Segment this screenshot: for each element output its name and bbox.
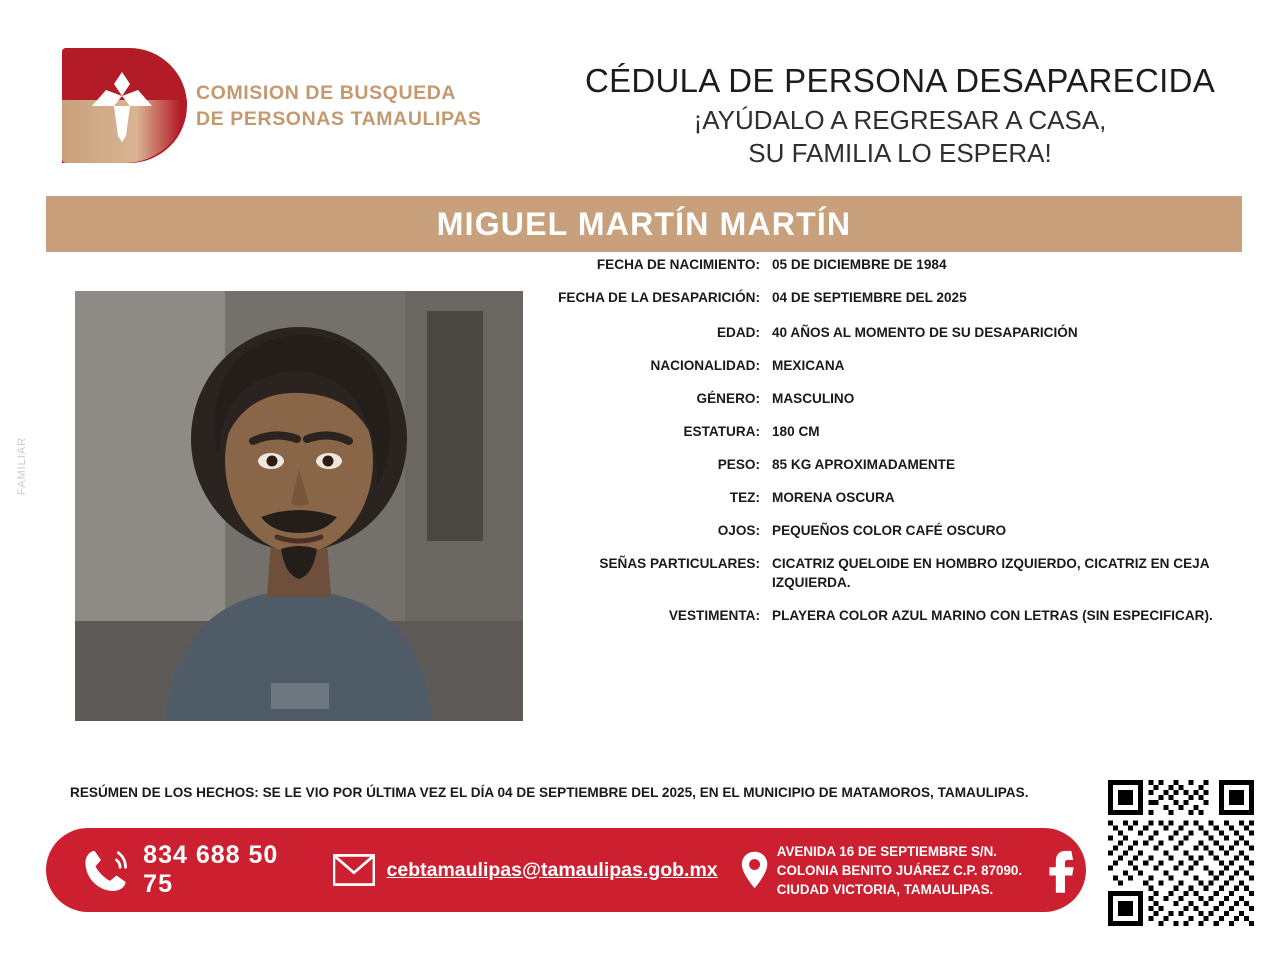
detail-label: VESTIMENTA: [668,608,760,623]
address-line-3: CIUDAD VICTORIA, TAMAULIPAS. [776,881,994,897]
photo-source-note: FAMILIAR [16,436,28,495]
detail-value: 85 KG APROXIMADAMENTE [772,457,956,472]
person-details-list [540,255,1240,639]
person-name: MIGUEL MARTÍN MARTÍN [436,205,852,242]
detail-row-nationality [540,356,1240,375]
page-subtitle-line1: ¡AYÚDALO A REGRESAR A CASA, [693,105,1107,135]
detail-label: ESTATURA: [683,424,760,439]
qr-code[interactable] [1108,780,1254,926]
detail-row-marks [540,554,1240,592]
detail-value: 180 CM [772,424,820,439]
phone-icon [80,843,129,897]
page-title: CÉDULA DE PERSONA DESAPARECIDA [584,62,1216,99]
commission-name-line2: DE PERSONAS TAMAULIPAS [196,108,482,130]
detail-row-disappearance-date [540,288,1240,307]
detail-label: SEÑAS PARTICULARES: [599,556,760,571]
detail-label: NACIONALIDAD: [650,358,760,373]
address-line-1: AVENIDA 16 DE SEPTIEMBRE S/N. [776,843,998,859]
detail-value: 04 DE SEPTIEMBRE DEL 2025 [772,290,967,305]
detail-value: 05 DE DICIEMBRE DE 1984 [772,257,947,272]
detail-row-clothing [540,606,1240,625]
contact-address [777,842,1022,899]
contact-phone[interactable]: 834 688 50 75 [143,841,279,898]
detail-value: MASCULINO [772,391,855,406]
detail-row-complexion [540,488,1240,507]
email-icon [333,853,375,887]
detail-label: GÉNERO: [696,391,760,406]
dove-emblem-icon [82,66,162,146]
page-subtitle [520,104,1280,170]
detail-value: PLAYERA COLOR AZUL MARINO CON LETRAS (SIN ESPECIFICAR). [772,608,1213,623]
facebook-icon[interactable] [1044,845,1086,895]
commission-logo [62,48,187,163]
detail-row-birthdate [540,255,1240,274]
page-subtitle-line2: SU FAMILIA LO ESPERA! [748,138,1052,168]
detail-label: OJOS: [717,523,760,538]
detail-value: 40 AÑOS AL MOMENTO DE SU DESAPARICIÓN [772,325,1078,340]
detail-row-age [540,323,1240,342]
detail-row-eyes [540,521,1240,540]
detail-value: CICATRIZ QUELOIDE EN HOMBRO IZQUIERDO, CICATRIZ EN CEJA IZQUIERDA. [772,556,1210,590]
person-name-banner [46,196,1242,252]
address-line-2: COLONIA BENITO JUÁREZ C.P. 87090. [776,862,1023,878]
contact-bar [46,828,1086,912]
location-pin-icon [740,848,769,892]
detail-value: MORENA OSCURA [772,490,895,505]
commission-name-line1: COMISION DE BUSQUEDA [196,82,457,104]
detail-label: TEZ: [729,490,760,505]
detail-value: MEXICANA [772,358,845,373]
detail-value: PEQUEÑOS COLOR CAFÉ OSCURO [772,523,1007,538]
detail-row-weight [540,455,1240,474]
detail-row-height [540,422,1240,441]
incident-summary: RESÚMEN DE LOS HECHOS: SE LE VIO POR ÚLTIMA VEZ EL DÍA 04 DE SEPTIEMBRE DEL 2025, EN EL MUNICIPIO DE MATAMOROS, TAMAULIPAS. [70,785,1029,800]
detail-label: FECHA DE LA DESAPARICIÓN: [558,290,760,305]
person-photo [75,291,523,721]
detail-label: EDAD: [716,325,760,340]
commission-name [196,80,526,132]
contact-email[interactable]: cebtamaulipas@tamaulipas.gob.mx [386,858,718,881]
detail-row-gender [540,389,1240,408]
detail-label: FECHA DE NACIMIENTO: [596,257,760,272]
detail-label: PESO: [717,457,760,472]
